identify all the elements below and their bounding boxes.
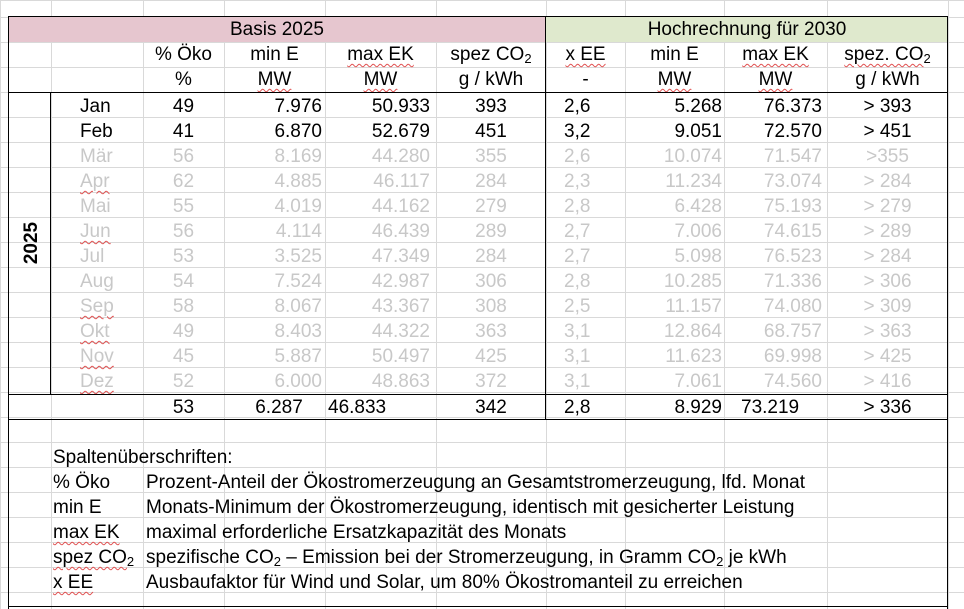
cell-co2-2030: > 309 [863, 296, 912, 317]
cell-co2-2030: >355 [866, 146, 909, 167]
cell-oeko: 55 [172, 196, 195, 217]
cell-max-ek-2030: 71.336 [763, 271, 822, 292]
cell-max-ek-2030: 73.074 [763, 171, 822, 192]
summary-min-e: 6.287 [255, 397, 303, 418]
cell-max-ek: 50.933 [371, 96, 430, 117]
cell-min-e: 5.887 [274, 346, 322, 367]
column-header-name: spez. $CO_2$ [844, 44, 931, 66]
cell-max-ek-2030: 76.523 [763, 246, 822, 267]
cell-co2-2030: > 279 [863, 196, 912, 217]
cell-co2: 393 [475, 96, 507, 117]
border-left [8, 16, 9, 609]
cell-min-e-2030: 7.006 [674, 221, 722, 242]
cell-co2: 372 [475, 371, 507, 392]
cell-co2-2030: > 393 [863, 96, 912, 117]
border-right [947, 16, 948, 609]
column-header-name: x EE [565, 44, 606, 65]
month-label: Mai [80, 196, 111, 217]
cell-oeko: 56 [172, 146, 195, 167]
cell-x-ee: 2,8 [564, 196, 591, 217]
cell-oeko: 52 [172, 371, 195, 392]
basis-title: Basis 2025 [229, 19, 324, 40]
cell-max-ek-2030: 68.757 [763, 321, 822, 342]
border-header-bottom [8, 92, 948, 93]
legend-key: % Öko [53, 472, 111, 493]
column-header-name: spez $CO_2$ [450, 44, 532, 66]
cell-min-e-2030: 11.623 [665, 346, 722, 367]
legend-key: max EK [53, 522, 120, 543]
cell-max-ek: 50.497 [371, 346, 430, 367]
cell-x-ee: 3,1 [564, 321, 591, 342]
cell-min-e: 8.403 [274, 321, 322, 342]
cell-min-e: 4.114 [275, 221, 322, 242]
cell-oeko: 41 [172, 121, 195, 142]
cell-co2-2030: > 425 [863, 346, 912, 367]
border-summary-top [8, 394, 948, 395]
month-label: Sep [80, 296, 114, 317]
cell-co2-2030: > 363 [863, 321, 912, 342]
legend-text: maximal erforderliche Ersatzkapazität des Monats [146, 522, 567, 543]
cell-max-ek: 42.987 [371, 271, 430, 292]
cell-oeko: 45 [172, 346, 195, 367]
cell-max-ek: 47.349 [371, 246, 430, 267]
column-header-name: max EK [347, 44, 414, 65]
cell-max-ek: 44.162 [371, 196, 430, 217]
column-header-unit: MW [758, 69, 793, 90]
cell-oeko: 54 [172, 271, 195, 292]
month-label: Feb [80, 121, 113, 142]
column-header-unit: - [582, 69, 589, 90]
cell-min-e-2030: 11.234 [665, 171, 722, 192]
border-bottom [8, 606, 948, 607]
column-header-unit: g / kWh [458, 69, 524, 90]
cell-co2-2030: > 416 [863, 371, 912, 392]
cell-min-e-2030: 6.428 [674, 196, 722, 217]
border-summary-bottom [8, 419, 948, 420]
cell-max-ek: 46.117 [373, 171, 430, 192]
legend-text: Monats-Minimum der Ökostromerzeugung, identisch mit gesicherter Leistung [146, 497, 795, 518]
column-header-unit: MW [363, 69, 398, 90]
cell-co2-2030: > 284 [863, 171, 912, 192]
cell-min-e: 7.976 [274, 96, 322, 117]
month-label: Apr [80, 171, 110, 192]
cell-co2-2030: > 451 [863, 121, 912, 142]
cell-oeko: 62 [172, 171, 195, 192]
cell-co2: 289 [475, 221, 507, 242]
legend-text: Ausbaufaktor für Wind und Solar, um 80% Ökostromanteil zu erreichen [146, 572, 743, 593]
cell-x-ee: 3,1 [564, 371, 591, 392]
column-header-unit: g / kWh [855, 69, 920, 90]
column-header-name: min E [650, 44, 699, 65]
summary-min-e-2030: 8.929 [674, 397, 722, 418]
cell-min-e-2030: 10.074 [663, 146, 722, 167]
column-header-unit: % [175, 69, 192, 90]
cell-co2: 284 [475, 171, 507, 192]
cell-x-ee: 2,6 [564, 96, 591, 117]
cell-oeko: 53 [172, 246, 195, 267]
column-header-unit: MW [257, 69, 292, 90]
cell-min-e: 8.169 [274, 146, 322, 167]
cell-x-ee: 3,2 [564, 121, 591, 142]
cell-co2: 363 [475, 321, 507, 342]
cell-max-ek-2030: 75.193 [763, 196, 822, 217]
cell-x-ee: 2,5 [564, 296, 591, 317]
cell-co2: 355 [475, 146, 507, 167]
cell-max-ek-2030: 71.547 [763, 146, 822, 167]
cell-co2: 279 [475, 196, 507, 217]
cell-x-ee: 2,3 [564, 171, 591, 192]
column-header-name: max EK [742, 44, 809, 65]
summary-max-ek-2030: 73.219 [741, 397, 800, 418]
month-label: Okt [80, 321, 110, 342]
legend-title: Spaltenüberschriften: [53, 447, 233, 468]
cell-max-ek: 44.280 [371, 146, 430, 167]
cell-co2: 308 [475, 296, 507, 317]
cell-max-ek-2030: 72.570 [763, 121, 822, 142]
month-label: Mär [80, 146, 113, 167]
cell-oeko: 49 [172, 96, 195, 117]
legend-key: min E [53, 497, 102, 518]
cell-max-ek: 43.367 [371, 296, 430, 317]
grid-row-line [0, 0, 964, 1]
month-label: Aug [80, 271, 114, 292]
cell-min-e-2030: 5.098 [674, 246, 722, 267]
cell-min-e: 6.000 [274, 371, 322, 392]
legend-text: Prozent-Anteil der Ökostromerzeugung an Gesamtstromerzeugung, lfd. Monat [146, 472, 805, 493]
cell-max-ek: 48.863 [371, 371, 430, 392]
cell-co2: 451 [475, 121, 507, 142]
column-header-unit: MW [657, 69, 692, 90]
cell-x-ee: 2,7 [564, 221, 591, 242]
month-label: Jun [80, 221, 111, 242]
cell-x-ee: 3,1 [564, 346, 591, 367]
cell-min-e-2030: 12.864 [663, 321, 722, 342]
month-label: Jan [80, 96, 111, 117]
cell-min-e: 6.870 [274, 121, 322, 142]
month-label: Nov [80, 346, 114, 367]
summary-co2-2030: > 336 [863, 397, 912, 418]
cell-min-e: 8.067 [274, 296, 322, 317]
cell-max-ek-2030: 76.373 [763, 96, 822, 117]
cell-min-e: 3.525 [274, 246, 322, 267]
cell-max-ek: 44.322 [371, 321, 430, 342]
cell-min-e: 4.019 [274, 196, 322, 217]
month-label: Jul [80, 246, 105, 267]
cell-x-ee: 2,8 [564, 271, 591, 292]
cell-min-e-2030: 11.157 [665, 296, 722, 317]
cell-co2-2030: > 289 [863, 221, 912, 242]
cell-co2-2030: > 306 [863, 271, 912, 292]
cell-x-ee: 2,6 [564, 146, 591, 167]
cell-max-ek: 52.679 [371, 121, 430, 142]
border-year-column [50, 92, 51, 394]
summary-oeko: 53 [172, 397, 195, 418]
cell-min-e: 7.524 [274, 271, 322, 292]
cell-co2-2030: > 284 [863, 246, 912, 267]
cell-min-e-2030: 7.061 [674, 371, 722, 392]
cell-oeko: 49 [172, 321, 195, 342]
border-divider [545, 16, 546, 419]
projection-title: Hochrechnung für 2030 [647, 19, 847, 40]
cell-co2: 284 [475, 246, 507, 267]
cell-oeko: 56 [172, 221, 195, 242]
cell-max-ek-2030: 74.615 [763, 221, 822, 242]
grid-row-line [0, 442, 964, 443]
cell-max-ek: 46.439 [371, 221, 430, 242]
cell-min-e-2030: 10.285 [663, 271, 722, 292]
cell-max-ek-2030: 74.560 [763, 371, 822, 392]
summary-max-ek: 46.833 [328, 397, 387, 418]
column-header-name: % Öko [154, 44, 213, 65]
legend-key: spez $CO_2$ [53, 547, 135, 569]
summary-co2: 342 [475, 397, 507, 418]
cell-max-ek-2030: 69.998 [763, 346, 822, 367]
year-label: 2025 [21, 221, 42, 265]
cell-min-e: 4.885 [274, 171, 322, 192]
cell-co2: 425 [475, 346, 507, 367]
cell-min-e-2030: 9.051 [674, 121, 722, 142]
month-label: Dez [80, 371, 114, 392]
column-header-name: min E [250, 44, 299, 65]
cell-x-ee: 2,7 [564, 246, 591, 267]
legend-text: spezifische $CO_2$ – Emission bei der Stromerzeugung, in Gramm $CO_2$ je kWh [146, 547, 787, 569]
cell-max-ek-2030: 74.080 [763, 296, 822, 317]
cell-min-e-2030: 5.268 [674, 96, 722, 117]
summary-x-ee: 2,8 [564, 397, 591, 418]
cell-co2: 306 [475, 271, 507, 292]
border-top [8, 16, 948, 17]
legend-key: x EE [53, 572, 94, 593]
cell-oeko: 58 [172, 296, 195, 317]
